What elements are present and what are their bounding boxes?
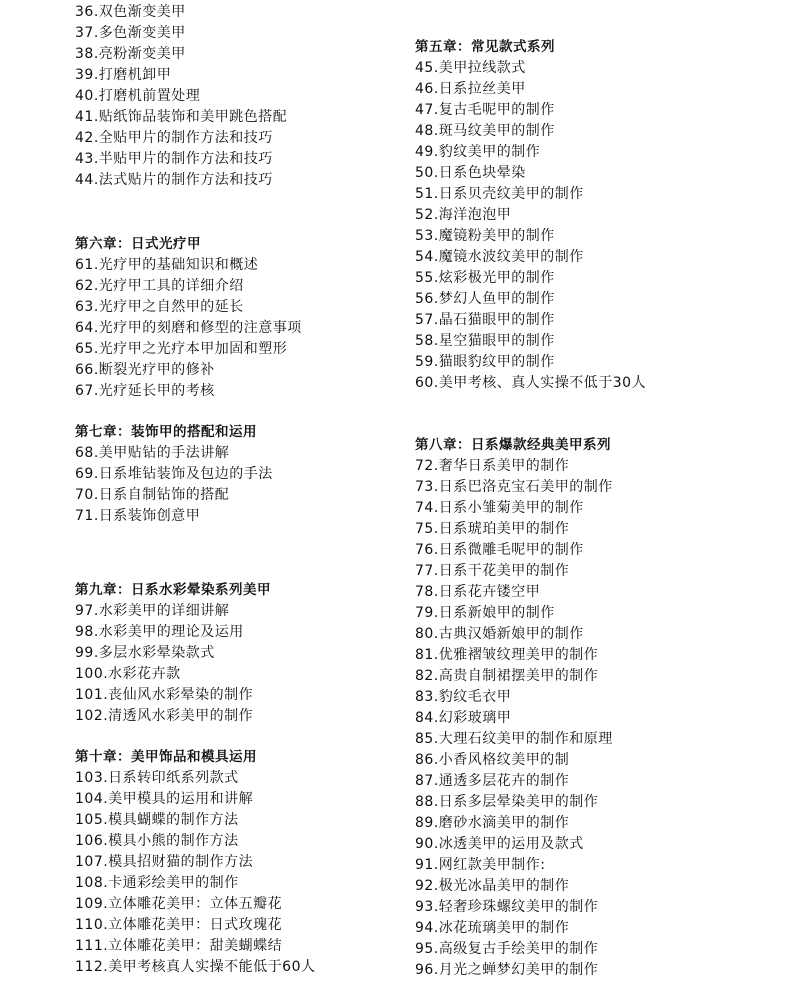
list-item: 88.日系多层晕染美甲的制作 (415, 794, 599, 810)
list-item: 110.立体雕花美甲：日式玫瑰花 (75, 917, 283, 933)
list-item: 65.光疗甲之光疗本甲加固和塑形 (75, 341, 288, 357)
chapter-heading: 第十章：美甲饰品和模具运用 (75, 749, 257, 765)
list-item: 80.古典汉婚新娘甲的制作 (415, 626, 584, 642)
list-item: 81.优雅褶皱纹理美甲的制作 (415, 647, 599, 663)
list-item: 74.日系小雏菊美甲的制作 (415, 500, 584, 516)
list-item: 68.美甲贴钻的手法讲解 (75, 445, 230, 461)
list-item: 52.海洋泡泡甲 (415, 207, 512, 223)
list-item: 38.亮粉渐变美甲 (75, 46, 186, 62)
list-item: 86.小香风格纹美甲的制 (415, 752, 570, 768)
list-item: 78.日系花卉镂空甲 (415, 584, 541, 600)
list-item: 56.梦幻人鱼甲的制作 (415, 291, 555, 307)
list-item: 99.多层水彩晕染款式 (75, 645, 215, 661)
list-item: 71.日系装饰创意甲 (75, 508, 201, 524)
list-item: 40.打磨机前置处理 (75, 88, 201, 104)
chapter-heading: 第七章：装饰甲的搭配和运用 (75, 424, 257, 440)
list-item: 70.日系自制钻饰的搭配 (75, 487, 230, 503)
list-item: 58.星空猫眼甲的制作 (415, 333, 555, 349)
list-item: 98.水彩美甲的理论及运用 (75, 624, 244, 640)
list-item: 105.模具蝴蝶的制作方法 (75, 812, 239, 828)
list-item: 66.断裂光疗甲的修补 (75, 362, 215, 378)
list-item: 100.水彩花卉款 (75, 666, 181, 682)
list-item: 45.美甲拉线款式 (415, 60, 526, 76)
list-item: 101.丧仙风水彩晕染的制作 (75, 687, 254, 703)
list-item: 106.模具小熊的制作方法 (75, 833, 239, 849)
list-item: 43.半贴甲片的制作方法和技巧 (75, 151, 273, 167)
chapter-heading: 第八章：日系爆款经典美甲系列 (415, 437, 611, 453)
chapter-heading: 第九章：日系水彩晕染系列美甲 (75, 582, 271, 598)
list-item: 72.奢华日系美甲的制作 (415, 458, 570, 474)
list-item: 84.幻彩玻璃甲 (415, 710, 512, 726)
list-item: 102.清透风水彩美甲的制作 (75, 708, 254, 724)
list-item: 64.光疗甲的刻磨和修型的注意事项 (75, 320, 302, 336)
list-item: 47.复古毛呢甲的制作 (415, 102, 555, 118)
list-item: 92.极光冰晶美甲的制作 (415, 878, 570, 894)
list-item: 62.光疗甲工具的详细介绍 (75, 278, 244, 294)
list-item: 111.立体雕花美甲：甜美蝴蝶结 (75, 938, 283, 954)
list-item: 55.炫彩极光甲的制作 (415, 270, 555, 286)
list-item: 85.大理石纹美甲的制作和原理 (415, 731, 613, 747)
list-item: 79.日系新娘甲的制作 (415, 605, 555, 621)
list-item: 76.日系微雕毛呢甲的制作 (415, 542, 584, 558)
list-item: 61.光疗甲的基础知识和概述 (75, 257, 259, 273)
list-item: 91.网红款美甲制作: (415, 857, 546, 873)
list-item: 93.轻奢珍珠螺纹美甲的制作 (415, 899, 599, 915)
list-item: 108.卡通彩绘美甲的制作 (75, 875, 239, 891)
list-item: 59.猫眼豹纹甲的制作 (415, 354, 555, 370)
list-item: 41.贴纸饰品装饰和美甲跳色搭配 (75, 109, 288, 125)
list-item: 36.双色渐变美甲 (75, 4, 186, 20)
list-item: 73.日系巴洛克宝石美甲的制作 (415, 479, 613, 495)
list-item: 49.豹纹美甲的制作 (415, 144, 541, 160)
list-item: 89.磨砂水滴美甲的制作 (415, 815, 570, 831)
list-item: 75.日系琥珀美甲的制作 (415, 521, 570, 537)
list-item: 46.日系拉丝美甲 (415, 81, 526, 97)
list-item: 112.美甲考核真人实操不能低于60人 (75, 959, 316, 975)
list-item: 53.魔镜粉美甲的制作 (415, 228, 555, 244)
chapter-heading: 第五章：常见款式系列 (415, 39, 555, 55)
list-item: 39.打磨机卸甲 (75, 67, 172, 83)
list-item: 95.高级复古手绘美甲的制作 (415, 941, 599, 957)
list-item: 96.月光之蝉梦幻美甲的制作 (415, 962, 599, 978)
list-item: 87.通透多层花卉的制作 (415, 773, 570, 789)
list-item: 109.立体雕花美甲：立体五瓣花 (75, 896, 283, 912)
list-item: 90.冰透美甲的运用及款式 (415, 836, 584, 852)
list-item: 69.日系堆钻装饰及包边的手法 (75, 466, 273, 482)
list-item: 51.日系贝壳纹美甲的制作 (415, 186, 584, 202)
list-item: 60.美甲考核、真人实操不低于30人 (415, 375, 647, 391)
list-item: 50.日系色块晕染 (415, 165, 526, 181)
list-item: 104.美甲模具的运用和讲解 (75, 791, 254, 807)
list-item: 82.高贵自制裙摆美甲的制作 (415, 668, 599, 684)
list-item: 103.日系转印纸系列款式 (75, 770, 239, 786)
list-item: 54.魔镜水波纹美甲的制作 (415, 249, 584, 265)
list-item: 107.模具招财猫的制作方法 (75, 854, 254, 870)
list-item: 37.多色渐变美甲 (75, 25, 186, 41)
list-item: 97.水彩美甲的详细讲解 (75, 603, 230, 619)
list-item: 57.晶石猫眼甲的制作 (415, 312, 555, 328)
list-item: 94.冰花琉璃美甲的制作 (415, 920, 570, 936)
list-item: 77.日系干花美甲的制作 (415, 563, 570, 579)
list-item: 42.全贴甲片的制作方法和技巧 (75, 130, 273, 146)
list-item: 67.光疗延长甲的考核 (75, 383, 215, 399)
list-item: 63.光疗甲之自然甲的延长 (75, 299, 244, 315)
list-item: 48.斑马纹美甲的制作 (415, 123, 555, 139)
list-item: 83.豹纹毛衣甲 (415, 689, 512, 705)
list-item: 44.法式贴片的制作方法和技巧 (75, 172, 273, 188)
chapter-heading: 第六章：日式光疗甲 (75, 236, 201, 252)
